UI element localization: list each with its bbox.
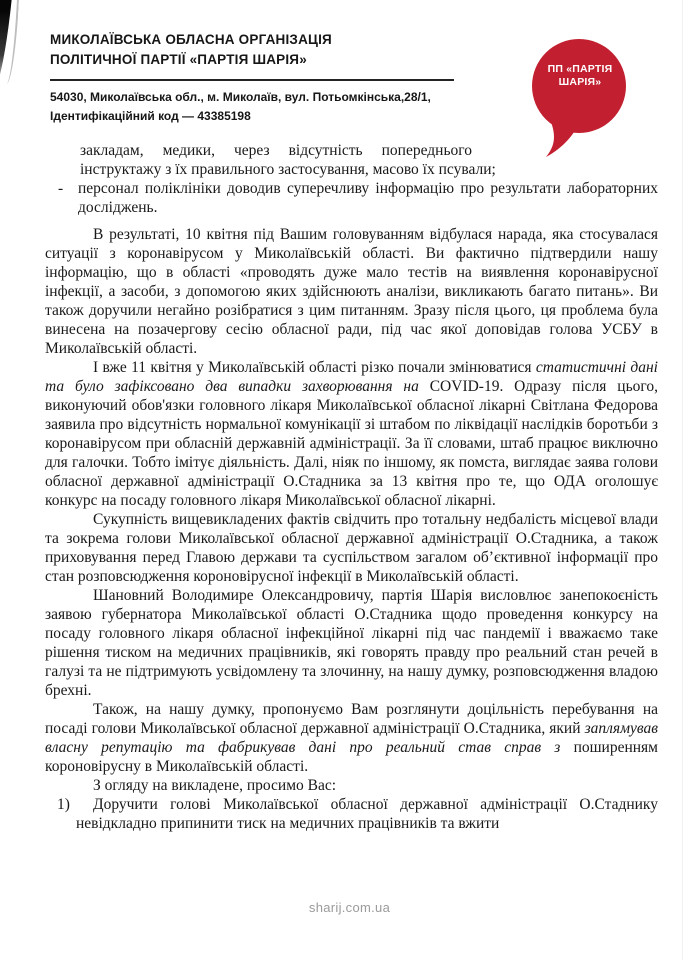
list-continuation-line1: закладам, медики, через відсутність попереднього — [80, 142, 472, 159]
paragraph-text-italic: заплямував власну репутацію та фабрикував дані про реальний став справ з — [45, 720, 658, 756]
scan-artifact-right-edge — [682, 0, 683, 960]
paragraph-text: Шановний Володимире Олександровичу, партія Шарія висловлює занепокоєність заявою губернатора Миколаївської області О.Стадника щодо проведення конкурсу на посаду головного лікаря обласної інфекційної лікарні під час пандемії і вважаємо таке рішення тиском на медичних працівників, які говорять правду про реальний стан речей в галузі та не підтримують усвідомлену та злочинну, на нашу думку, розповсюдження владою брехні. — [45, 587, 658, 699]
bullet-item — [45, 179, 658, 217]
paragraph-text: COVID-19. Одразу після цього, виконуючий обов'язки головного лікаря Миколаївської обласної лікарні Світлана Федорова заявила про відсутність нормальної комунікації зі штабом по ліквідації наслідків боротьби з коронавірусом при обласній державній адміністрації. За її словами, штаб працює виключно для галочки. Тобто імітує діяльність. Далі, ніяк по іншому, як помста, виглядає заява голови обласної державної адміністрації О.Стадника за 13 квітня про те, що ОДА оголошує конкурс на посаду головного лікаря Миколаївської обласної лікарні. — [45, 378, 658, 509]
paragraph-negligence-conclusion — [45, 510, 658, 586]
paragraph-text: В результаті, 10 квітня під Вашим головуванням відбулася нарада, яка стосувалася ситуації з коронавірусом у Миколаївській області. Ви фактично підтвердили нашу інформацію, що в області «проводять дуже мало тестів на виявлення коронавірусної інфекції, а засоби, з допомогою яких здійснюють аналізи, викликають багато питань». Ви також доручили негайно розібратися з цим питанням. Зразу після цього, ця проблема була винесена на позачергову сесію обласної ради, під час якої доповідав голова УСБУ в Миколаївській області. — [45, 226, 658, 357]
logo-text-line2: ШАРІЯ» — [558, 76, 602, 88]
bullet-text: персонал поліклініки доводив суперечливу інформацію про результати лабораторних досліджень. — [78, 180, 658, 216]
paragraph-request-intro — [45, 776, 658, 795]
list-continuation-item — [80, 141, 505, 179]
paragraph-text: З огляду на викладене, просимо Вас: — [93, 777, 337, 794]
letterhead — [50, 30, 490, 125]
letter-body — [45, 141, 658, 833]
paragraph-proposal-dismissal — [45, 700, 658, 776]
paragraph-address-to-president — [45, 586, 658, 700]
org-name-line2: ПОЛІТИЧНОЇ ПАРТІЇ «ПАРТІЯ ШАРІЯ» — [50, 51, 307, 67]
numbered-item-text: Доручити голові Миколаївської обласної державної адміністрації О.Стаднику невідкладно припинити тиск на медичних працівників та вжити — [76, 796, 658, 832]
org-name-line1: МИКОЛАЇВСЬКА ОБЛАСНА ОРГАНІЗАЦІЯ — [50, 32, 332, 47]
org-address-line1: 54030, Миколаївська обл., м. Миколаїв, вул. Потьомкінська,28/1, — [50, 90, 431, 104]
paragraph-text-italic: статистичні дані та було зафіксовано два випадки захворювання на — [45, 359, 658, 395]
paragraph-text: Також, на нашу думку, пропонуємо Вам розглянути доцільність перебування на посаді голови Миколаївської обласної державної адміністрації О.Стадника, який — [45, 701, 658, 737]
list-continuation-line2: інструктажу з їх правильного застосування, масово їх псували; — [80, 161, 496, 178]
paragraph-april-11-statistics — [45, 358, 658, 510]
logo-text-line1: ПП «ПАРТІЯ — [547, 63, 613, 75]
numbered-item-marker: 1) — [57, 796, 70, 813]
paragraph-text: поширенням короновірусну в Миколаївській області. — [45, 739, 658, 775]
letterhead-divider — [50, 79, 454, 81]
paragraph-meeting-april-10 — [45, 225, 658, 358]
org-address-line2: Ідентифікаційний код — 43385198 — [50, 108, 251, 123]
bullet-dash: - — [58, 180, 64, 197]
numbered-item-1 — [45, 795, 658, 833]
paragraph-text: Сукупність вищевикладених фактів свідчить про тотальну недбалість місцевої влади та зокрема голови Миколаївської обласної державної адміністрації О.Стадника, а також приховування перед Главою держави та суспільством загалом об’єктивної інформації про стан розповсюдження короновірусної інфекції в Миколаївській області. — [45, 511, 658, 585]
watermark-text: sharij.com.ua — [308, 900, 391, 915]
org-address — [50, 88, 490, 125]
paragraph-text: І вже 11 квітня у Миколаївській області різко почали змінюватися — [93, 359, 536, 376]
logo-text — [535, 63, 625, 89]
site-watermark — [0, 900, 699, 915]
org-name — [50, 30, 490, 69]
